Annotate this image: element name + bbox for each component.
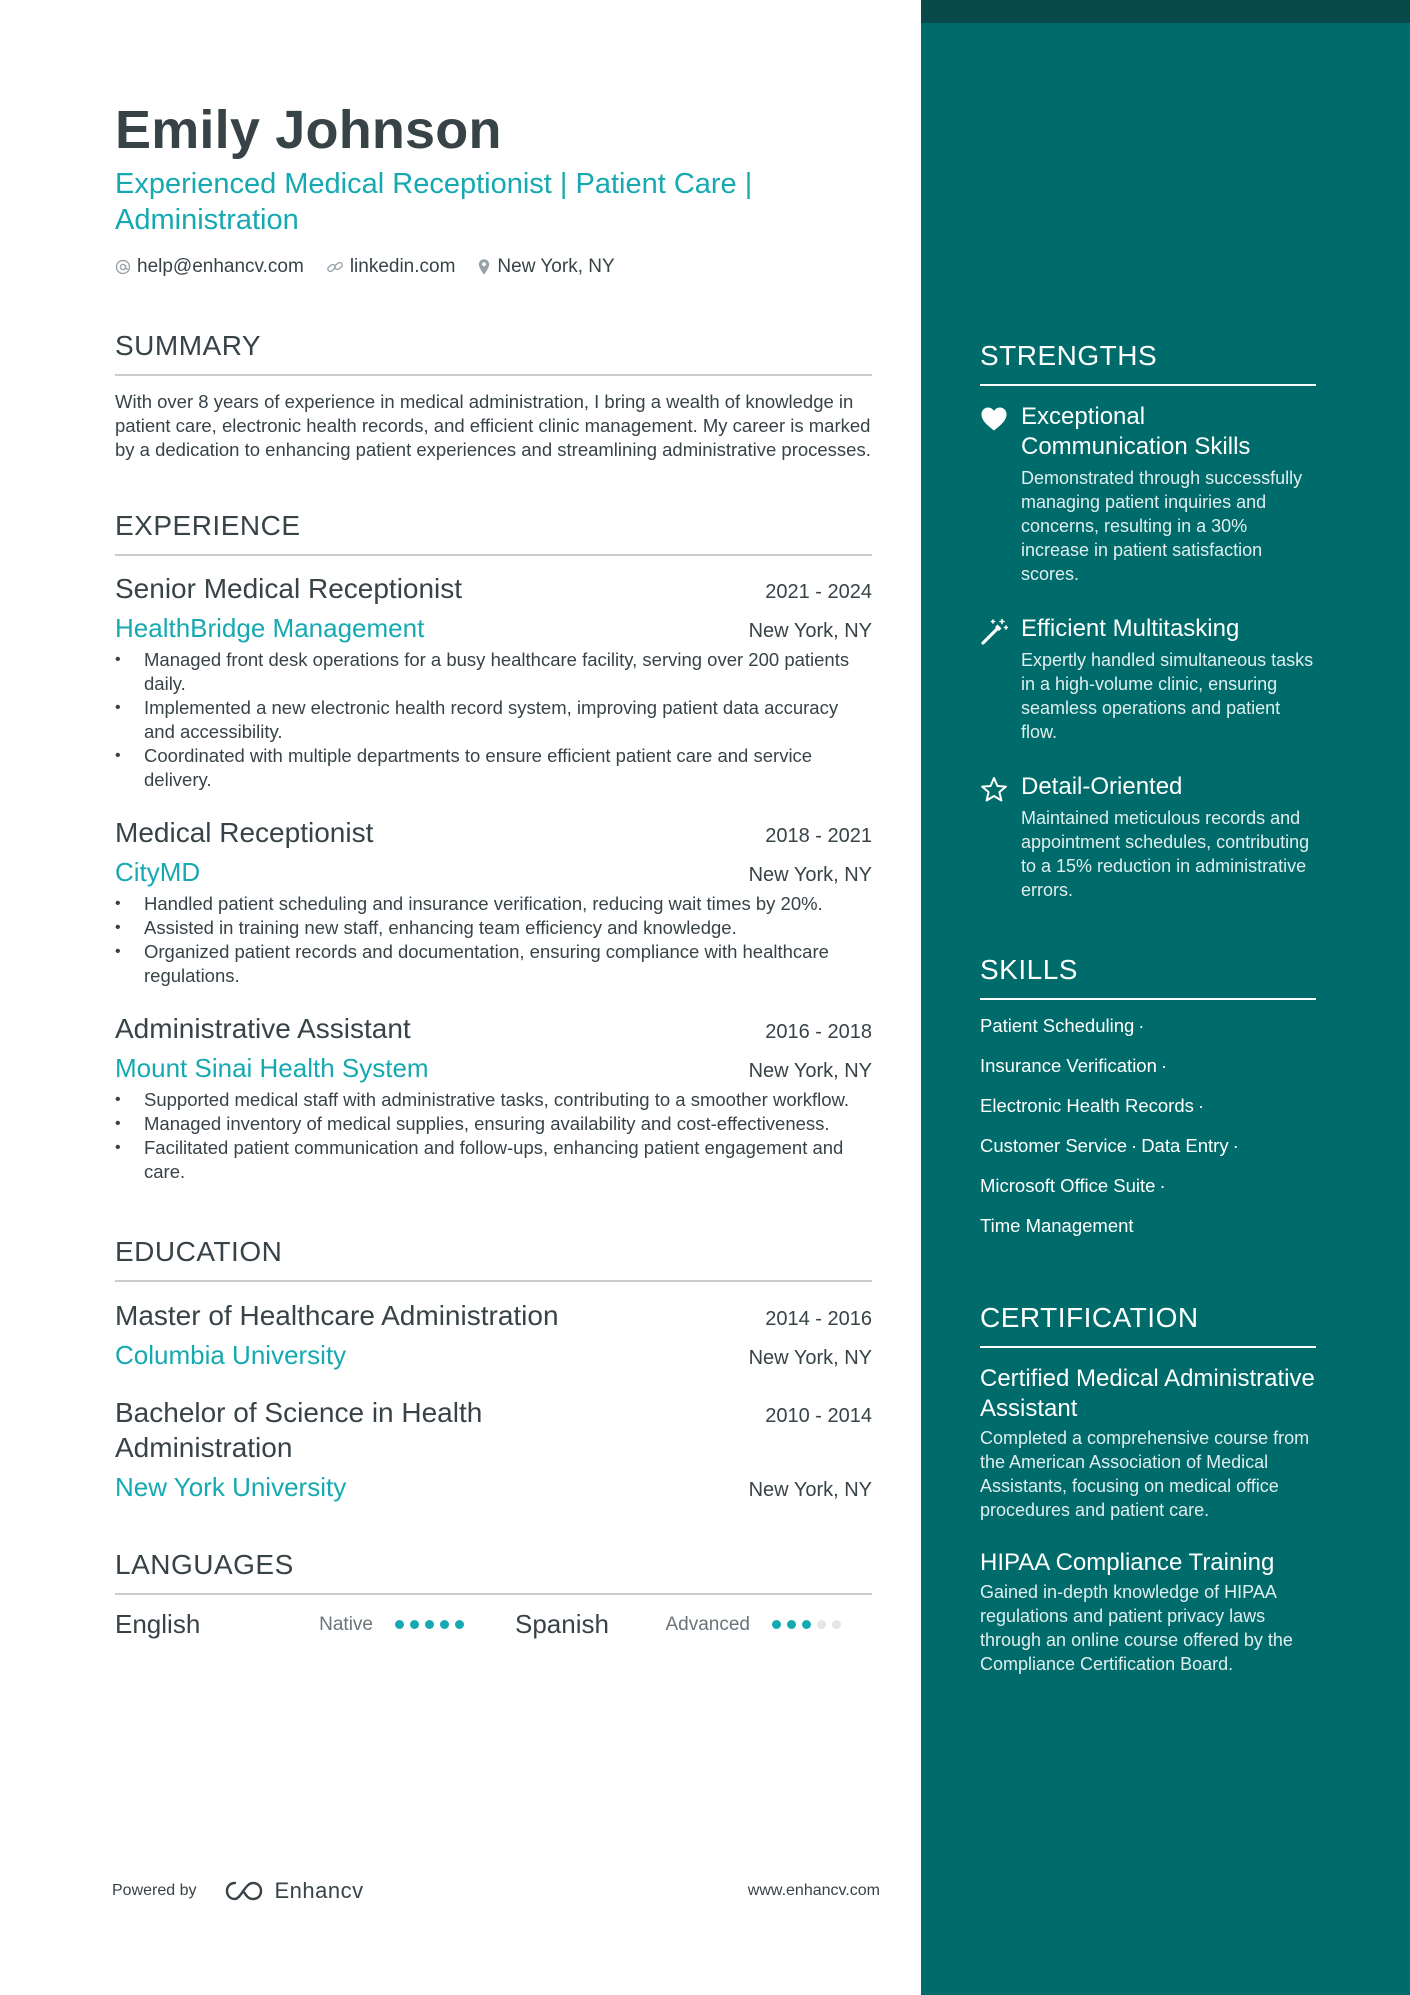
education-section: [115, 1234, 872, 1503]
certification-description: Completed a comprehensive course from the American Association of Medical Assistants, focusing on medical office procedures and patient care.: [980, 1428, 1310, 1520]
language-item: [515, 1609, 847, 1640]
skills-heading: SKILLS: [980, 952, 1316, 1000]
job-bullet: • Managed front desk operations for a busy healthcare facility, serving over 200 patients daily.: [115, 648, 872, 696]
job-bullet: • Assisted in training new staff, enhancing team efficiency and knowledge.: [115, 916, 872, 940]
degree-title: Master of Healthcare Administration: [115, 1300, 559, 1331]
contact-location-text: New York, NY: [497, 256, 615, 277]
certification-title: HIPAA Compliance Training: [980, 1549, 1275, 1576]
job-location: New York, NY: [748, 864, 872, 886]
strength-description: Expertly handled simultaneous tasks in a high-volume clinic, ensuring seamless operations and patient flow.: [1021, 650, 1314, 742]
rating-dot-filled: [440, 1620, 449, 1629]
strengths-section: [980, 338, 1316, 902]
strength-item: [980, 402, 1316, 586]
languages-section: [115, 1547, 872, 1640]
strength-item: [980, 772, 1316, 902]
at-icon: [115, 259, 131, 275]
languages-heading: LANGUAGES: [115, 1547, 872, 1595]
contact-location: [477, 256, 614, 278]
certification-heading: CERTIFICATION: [980, 1300, 1316, 1348]
job-dates: 2021 - 2024: [765, 581, 872, 603]
skill-tag: Data Entry: [1141, 1135, 1229, 1156]
contact-email-text: help@enhancv.com: [137, 256, 304, 277]
school-location: New York, NY: [748, 1479, 872, 1501]
rating-dot-empty: [832, 1620, 841, 1629]
job-location: New York, NY: [748, 1060, 872, 1082]
certification-title: Certified Medical Administrative Assistant: [980, 1365, 1315, 1422]
star-icon: [980, 776, 1008, 803]
job-company: HealthBridge Management: [115, 613, 425, 643]
skill-tag: Insurance Verification: [980, 1055, 1157, 1076]
language-item: [115, 1609, 515, 1640]
job-bullet: • Organized patient records and documentation, ensuring compliance with healthcare regulations.: [115, 940, 872, 988]
job-bullet: • Facilitated patient communication and follow-ups, enhancing patient engagement and care.: [115, 1136, 872, 1184]
degree-title: Bachelor of Science in Health Administration: [115, 1397, 483, 1463]
job-entry: [115, 1012, 872, 1184]
rating-dot-filled: [410, 1620, 419, 1629]
job-bullet: • Coordinated with multiple departments to ensure efficient patient care and service delivery.: [115, 744, 872, 792]
experience-heading: EXPERIENCE: [115, 508, 872, 556]
skills-list: Patient Scheduling · Insurance Verification · Electronic Health Records · Customer Service · Data Entry · Microsoft Office Suite · Time Management: [980, 1015, 1239, 1236]
education-entry: [115, 1298, 872, 1371]
job-bullets: [115, 648, 872, 792]
job-dates: 2016 - 2018: [765, 1021, 872, 1043]
rating-dot-filled: [425, 1620, 434, 1629]
powered-by-label: Powered by: [112, 1882, 197, 1899]
strength-description: Maintained meticulous records and appointment schedules, contributing to a 15% reduction in administrative errors.: [1021, 808, 1310, 900]
certification-item: [980, 1364, 1316, 1522]
language-name: Spanish: [515, 1609, 609, 1639]
powered-by: [112, 1878, 364, 1904]
job-location: New York, NY: [748, 620, 872, 642]
strength-title: Efficient Multitasking: [1021, 615, 1240, 642]
main-content: [115, 96, 872, 1640]
education-entry: [115, 1395, 872, 1503]
enhancv-logo-icon: [223, 1879, 269, 1903]
job-bullet: • Supported medical staff with administrative tasks, contributing to a smoother workflow.: [115, 1088, 872, 1112]
rating-dot-filled: [787, 1620, 796, 1629]
candidate-name: Emily Johnson: [115, 100, 502, 160]
languages-row: [115, 1609, 872, 1640]
strength-description: Demonstrated through successfully managing patient inquiries and concerns, resulting in a 30% increase in patient satisfaction scores.: [1021, 468, 1303, 584]
footer-website[interactable]: www.enhancv.com: [747, 1882, 880, 1899]
summary-section: [115, 328, 872, 462]
language-level: Advanced: [665, 1613, 750, 1635]
school-name: New York University: [115, 1472, 347, 1502]
strength-item: [980, 614, 1316, 744]
skill-tag: Patient Scheduling: [980, 1015, 1135, 1036]
rating-dot-empty: [817, 1620, 826, 1629]
job-title: Administrative Assistant: [115, 1013, 411, 1044]
certification-section: [980, 1300, 1316, 1676]
rating-dot-filled: [455, 1620, 464, 1629]
location-pin-icon: [477, 258, 491, 276]
sidebar: [921, 0, 1410, 1995]
school-name: Columbia University: [115, 1340, 347, 1370]
strength-title: Exceptional Communication Skills: [1021, 403, 1251, 460]
job-bullet: • Managed inventory of medical supplies, ensuring availability and cost-effectiveness.: [115, 1112, 872, 1136]
sidebar-content: [980, 338, 1316, 1676]
strength-title: Detail-Oriented: [1021, 773, 1183, 800]
job-bullets: [115, 1088, 872, 1184]
job-company: Mount Sinai Health System: [115, 1053, 429, 1083]
job-bullets: [115, 892, 872, 988]
experience-section: [115, 508, 872, 1184]
magic-wand-icon: [980, 618, 1008, 646]
education-heading: EDUCATION: [115, 1234, 872, 1282]
summary-heading: SUMMARY: [115, 328, 872, 376]
strengths-heading: STRENGTHS: [980, 338, 1316, 386]
language-rating: [395, 1620, 515, 1629]
certification-description: Gained in-depth knowledge of HIPAA regulations and patient privacy laws through an online course offered by the Compliance Certification Board.: [980, 1582, 1293, 1674]
language-name: English: [115, 1609, 201, 1639]
job-entry: [115, 572, 872, 792]
footer: [112, 1878, 880, 1904]
language-level: Native: [319, 1613, 373, 1635]
rating-dot-filled: [802, 1620, 811, 1629]
education-dates: 2010 - 2014: [765, 1405, 872, 1427]
contact-linkedin[interactable]: [326, 256, 456, 278]
contact-bar: [115, 256, 872, 278]
skills-section: [980, 952, 1316, 1238]
sidebar-top-band: [921, 0, 1410, 23]
job-dates: 2018 - 2021: [765, 825, 872, 847]
job-title: Senior Medical Receptionist: [115, 573, 463, 604]
rating-dot-filled: [772, 1620, 781, 1629]
skill-tag: Customer Service: [980, 1135, 1128, 1156]
language-rating: [772, 1620, 847, 1629]
job-bullet: • Handled patient scheduling and insurance verification, reducing wait times by 20%.: [115, 892, 872, 916]
job-title: Medical Receptionist: [115, 817, 374, 848]
heart-icon: [980, 406, 1008, 432]
enhancv-brand: Enhancv: [274, 1878, 364, 1903]
summary-text: With over 8 years of experience in medical administration, I bring a wealth of knowledge in patient care, electronic health records, and efficient clinic management. My career is marked by a dedication to enhancing patient experiences and streamlining administrative processes.: [115, 391, 871, 460]
contact-email[interactable]: [115, 256, 304, 278]
skill-tag: Microsoft Office Suite: [980, 1175, 1156, 1196]
job-entry: [115, 816, 872, 988]
school-location: New York, NY: [748, 1347, 872, 1369]
rating-dot-filled: [395, 1620, 404, 1629]
skill-tag: Time Management: [980, 1215, 1134, 1236]
education-dates: 2014 - 2016: [765, 1308, 872, 1330]
candidate-title: Experienced Medical Receptionist | Patient Care | Administration: [115, 168, 753, 236]
contact-linkedin-text: linkedin.com: [349, 256, 456, 277]
job-company: CityMD: [115, 857, 201, 887]
certification-item: [980, 1548, 1316, 1676]
skill-tag: Electronic Health Records: [980, 1095, 1194, 1116]
link-icon: [326, 259, 344, 275]
job-bullet: • Implemented a new electronic health record system, improving patient data accuracy and accessibility.: [115, 696, 872, 744]
